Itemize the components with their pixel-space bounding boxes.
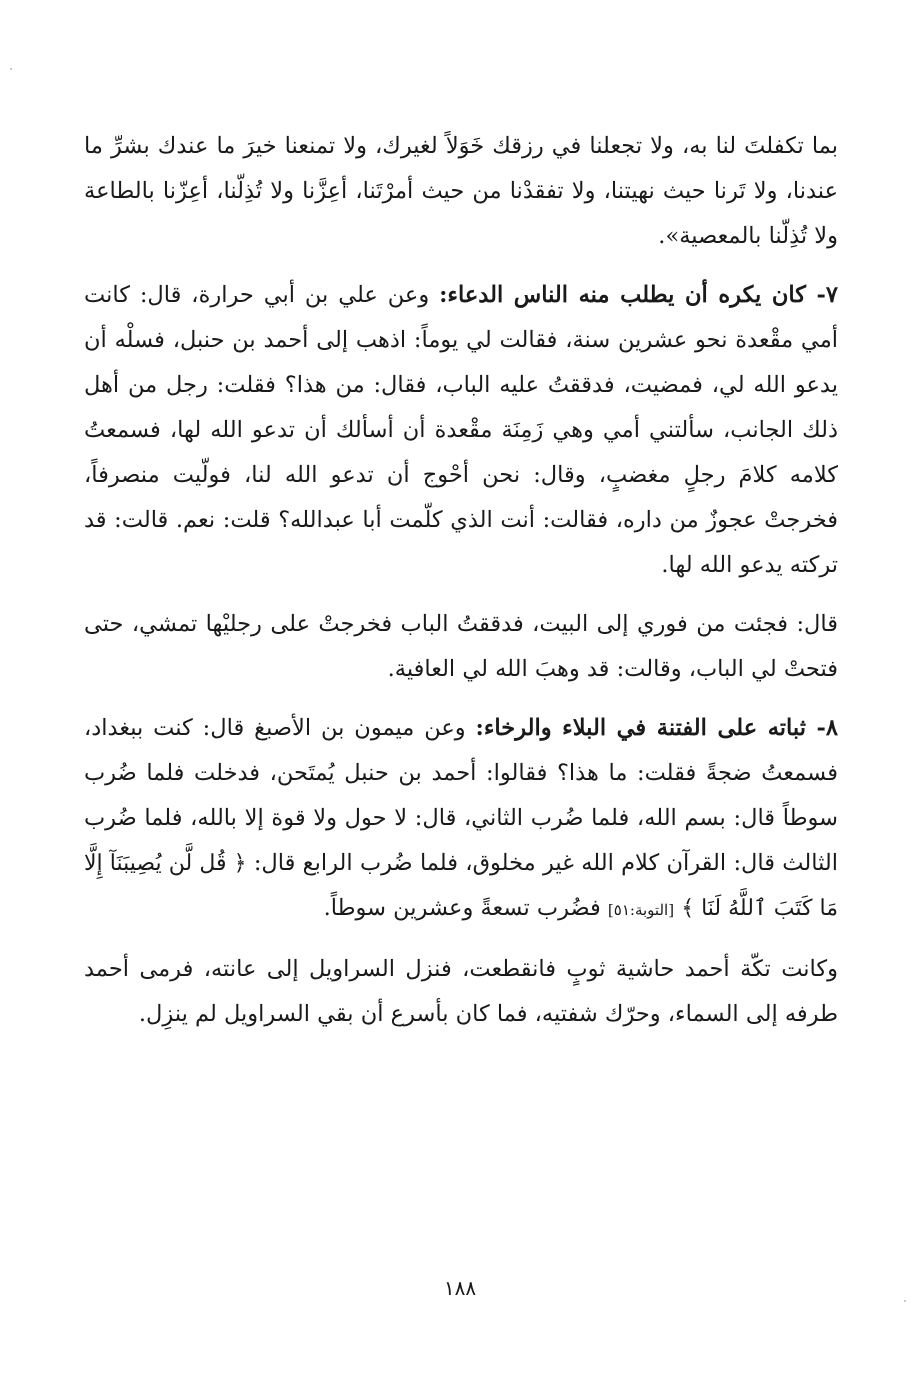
paragraph-2-content [84,273,838,588]
paragraph-1-text: بما تكفلتَ لنا به، ولا تجعلنا في رزقك خَوَلاً لغيرك، ولا تمنعنا خيرَ ما عندك بشرِّ ما عندنا، ولا تَرنا حيث نهيتنا، ولا تفقدْنا من حيث أمرْتَنا، أعِزَّنا ولا تُذِلّنا، أعِزّنا بالطاعة ولا تُذِلّنا بالمعصية». [84,133,838,249]
quran-verse: ﴿ قُل لَّن يُصِيبَنَآ إِلَّا مَا كَتَبَ ٱللَّهُ لَنَا ﴾ [84,851,838,921]
section-heading-8: ٨- ثباته على الفتنة في البلاء والرخاء: [475,715,838,741]
page-body [84,124,838,1051]
paragraph-4-tail: فضُرب تسعةً وعشرين سوطاً. [323,895,608,921]
paragraph-2 [84,273,838,588]
section-heading-7: ٧- كان يكره أن يطلب منه الناس الدعاء: [439,282,838,308]
page-number: ١٨٨ [443,1276,477,1300]
paragraph-5-text: وكانت تكّة أحمد حاشية ثوبٍ فانقطعت، فنزل السراويل إلى عانته، فرمى أحمد طرفه إلى السماء، وحرّك شفتيه، فما كان بأسرع أن بقي السراويل لم ينزِل. [84,956,838,1027]
paragraph-4-content [84,706,838,933]
margin-mark-top-left [10,68,12,70]
paragraph-3-text: قال: فجئت من فوري إلى البيت، فدققتُ الباب فخرجتْ على رجليْها تمشي، حتى فتحتْ لي الباب، وقالت: قد وهبَ الله لي العافية. [84,611,838,682]
verse-reference: [التوبة:٥١] [607,901,675,919]
paragraph-5 [84,947,838,1037]
paragraph-4-text: وعن ميمون بن الأصبغ قال: كنت ببغداد، فسمعتُ ضجةً فقلت: ما هذا؟ فقالوا: أحمد بن حنبل يُمتَحن، فدخلت فلما ضُرب سوطاً قال: بسم الله، فلما ضُرب الثاني، قال: لا حول ولا قوة إلا بالله، فلما ضُرب الثالث قال: القرآن كلام الله غير مخلوق، فلما ضُرب الرابع قال: [84,715,838,876]
paragraph-3 [84,602,838,692]
paragraph-2-text: وعن علي بن أبي حرارة، قال: كانت أمي مقْعدة نحو عشرين سنة، فقالت لي يوماً: اذهب إلى أحمد بن حنبل، فسلْه أن يدعو الله لي، فمضيت، فدققتُ عليه الباب، فقال: من هذا؟ فقلت: رجل من أهل ذلك الجانب، سألتني أمي وهي زَمِنَة مقْعدة أن أسألك أن تدعو الله لها، فسمعتُ كلامه كلامَ رجلٍ مغضبٍ، وقال: نحن أحْوج أن تدعو الله لنا، فولّيت منصرفاً، فخرجتْ عجوزٌ من داره، فقالت: أنت الذي كلّمت أبا عبدالله؟ قلت: نعم. قالت: قد تركته يدعو الله لها. [84,282,838,578]
paragraph-4 [84,706,838,933]
paragraph-1 [84,124,838,259]
margin-mark-right [904,1300,906,1302]
